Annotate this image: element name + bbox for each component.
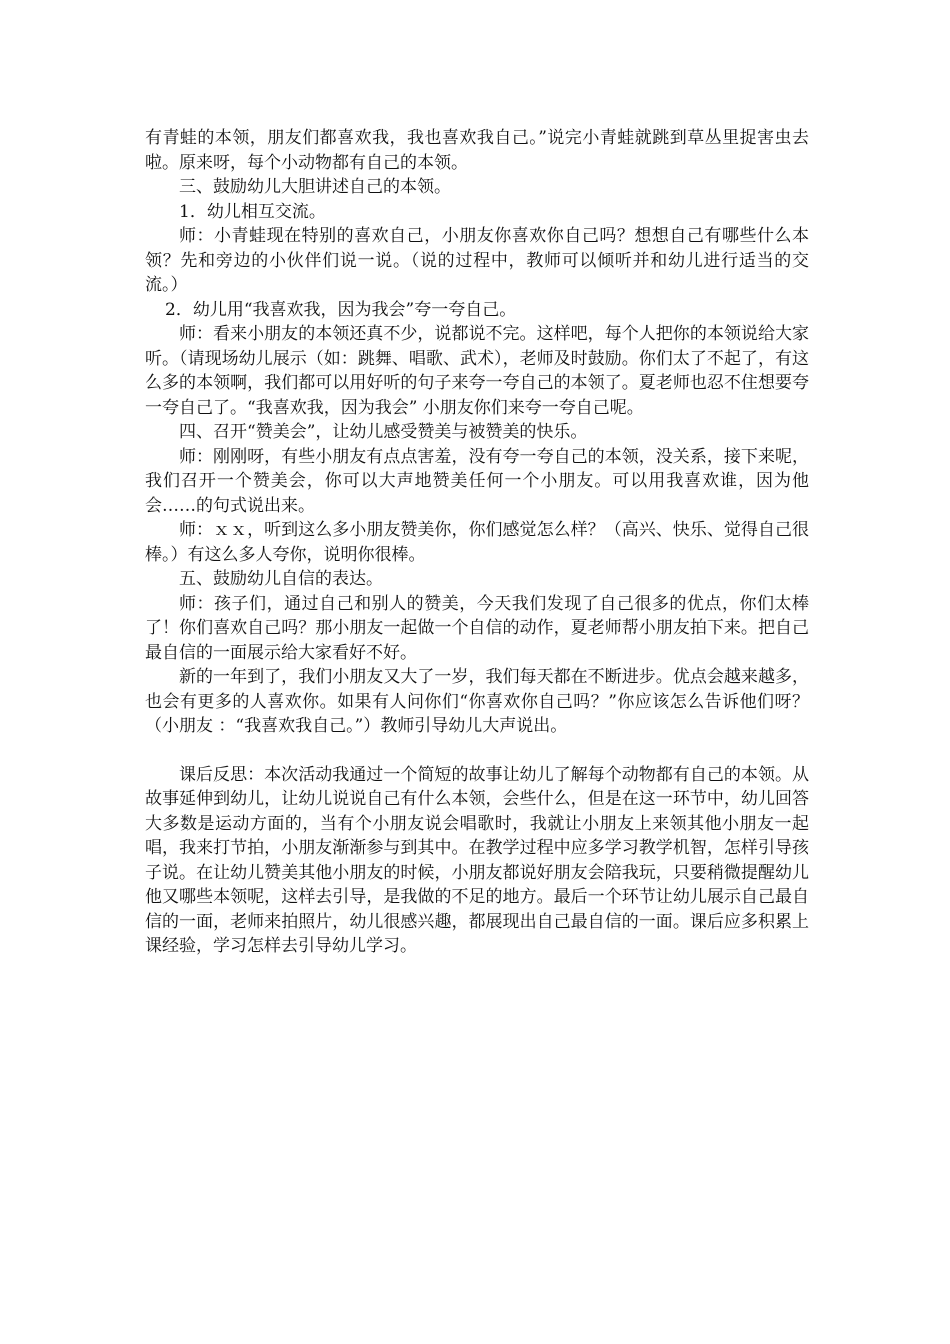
subheading-one: 1．幼儿相互交流。	[179, 201, 326, 222]
section-heading-five: 五、鼓励幼儿自信的表达。	[179, 569, 383, 589]
paragraph-reflection: 课后反思：本次活动我通过一个简短的故事让幼儿了解每个动物都有自己的本领。从故事延伸到幼儿，让幼儿说说自己有什么本领，会些什么，但是在这一环节中，幼儿回答大多数是运动方面的，当有个小朋友说会唱歌时，我就让小朋友上来领其他小朋友一起唱，我来打节拍，小朋友渐渐参与到其中。在教学过程中应多学习教学机智，怎样引导孩子说。在让幼儿赞美其他小朋友的时候，小朋友都说好朋友会陪我玩，只要稍微提醒幼儿他又哪些本领呢，这样去引导，是我做的不足的地方。最后一个环节让幼儿展示自己最自信的一面，老师来拍照片，幼儿很感兴趣，都展现出自己最自信的一面。课后应多积累上课经验，学习怎样去引导幼儿学习。	[145, 764, 809, 956]
paragraph-praise-feeling: 师：ｘｘ，听到这么多小朋友赞美你，你们感觉怎么样？（高兴、快乐、觉得自己很棒。）有这么多人夸你，说明你很棒。	[145, 520, 809, 565]
paragraph-story-ending: 有青蛙的本领，朋友们都喜欢我，我也喜欢我自己。”说完小青蛙就跳到草丛里捉害虫去啦。原来呀，每个小动物都有自己的本领。	[145, 128, 809, 173]
section-heading-four: 四、召开“赞美会”，让幼儿感受赞美与被赞美的快乐。	[179, 422, 588, 442]
paragraph-confidence: 师：孩子们，通过自己和别人的赞美，今天我们发现了自己很多的优点，你们太棒了！你们喜欢自己吗？那小朋友一起做一个自信的动作，夏老师帮小朋友拍下来。把自己最自信的一面展示给大家看好不好。	[145, 593, 809, 663]
paragraph-praise-meeting: 师：刚刚呀，有些小朋友有点点害羞，没有夸一夸自己的本领，没关系，接下来呢，我们召开一个赞美会，你可以大声地赞美任何一个小朋友。可以用我喜欢谁，因为他会……的句式说出来。	[145, 446, 809, 516]
section-heading-three: 三、鼓励幼儿大胆讲述自己的本领。	[179, 177, 451, 197]
paragraph-gap	[145, 739, 809, 763]
paragraph-teacher-showcase: 师：看来小朋友的本领还真不少，说都说不完。这样吧，每个人把你的本领说给大家听。（请现场幼儿展示（如：跳舞、唱歌、武术），老师及时鼓励。你们太了不起了，有这么多的本领啊，我们都可以用好听的句子来夸一夸自己的本领了。夏老师也忍不住想要夸一夸自己了。“我喜欢我，因为我会” 小朋友你们来夸一夸自己呢。	[145, 324, 809, 418]
paragraph-teacher-question: 师：小青蛙现在特别的喜欢自己，小朋友你喜欢你自己吗？想想自己有哪些什么本领？先和旁边的小伙伴们说一说。（说的过程中，教师可以倾听并和幼儿进行适当的交流。）	[145, 226, 809, 295]
subheading-two: 2．幼儿用“我喜欢我，因为我会”夸一夸自己。	[165, 299, 517, 320]
document-body	[145, 126, 809, 959]
paragraph-new-year: 新的一年到了，我们小朋友又大了一岁，我们每天都在不断进步。优点会越来越多，也会有更多的人喜欢你。如果有人问你们“你喜欢你自己吗？”你应该怎么告诉他们呀？（小朋友 ：“我喜欢我自己。”）教师引导幼儿大声说出。	[145, 667, 809, 736]
